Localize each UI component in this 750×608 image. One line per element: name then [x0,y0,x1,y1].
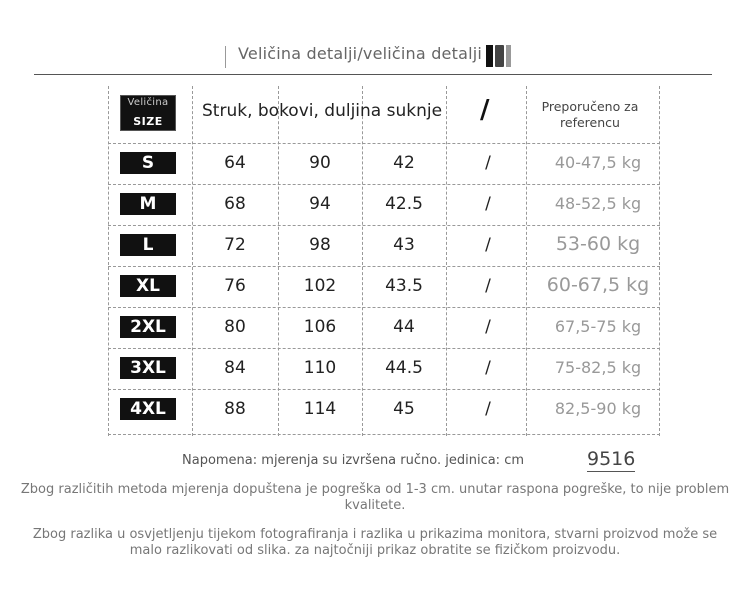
measure-header: Struk, bokovi, duljina suknje [202,101,443,121]
hip-cell: 98 [309,235,331,255]
slash-cell: / [485,358,491,378]
length-cell: 43 [393,235,415,255]
table-row [108,225,660,266]
length-cell: 42.5 [385,194,423,214]
table-row [108,266,660,307]
length-cell: 43.5 [385,276,423,296]
waist-cell: 84 [224,358,246,378]
size-label: XL [120,275,176,297]
error-disclaimer: Zbog različitih metoda mjerenja dopuštena je pogreška od 1-3 cm. unutar raspona pogreške, to nije problem kvalitete. [20,482,730,513]
slash-cell: / [485,153,491,173]
hip-cell: 94 [309,194,331,214]
product-code: 9516 [587,448,636,470]
size-label: M [120,193,176,215]
waist-cell: 76 [224,276,246,296]
waist-cell: 80 [224,317,246,337]
hip-cell: 102 [303,276,337,296]
header-divider [225,46,226,68]
page-title: Veličina detalji/veličina detalji [238,44,483,63]
slash-cell: / [485,317,491,337]
length-cell: 44.5 [385,358,423,378]
header [0,38,750,74]
recommend-header: Preporučeno za referencu [541,99,639,130]
slash-cell: / [485,235,491,255]
table-row [108,348,660,389]
table-gridline [108,434,660,435]
size-logo [120,95,176,131]
waist-cell: 64 [224,153,246,173]
hip-cell: 106 [303,317,337,337]
length-cell: 44 [393,317,415,337]
length-cell: 42 [393,153,415,173]
recommend-cell: 82,5-90 kg [554,399,642,418]
table-row [108,184,660,225]
hip-cell: 114 [303,399,337,419]
size-label: S [120,152,176,174]
size-table [108,86,660,438]
waist-cell: 68 [224,194,246,214]
size-label: 2XL [120,316,176,338]
recommend-cell: 40-47,5 kg [554,153,642,172]
measurement-note: Napomena: mjerenja su izvršena ručno. jedinica: cm [182,453,525,468]
slash-cell: / [485,399,491,419]
table-row [108,143,660,184]
size-logo-line2: SIZE [133,115,163,128]
size-label: 3XL [120,357,176,379]
recommend-cell: 60-67,5 kg [546,274,650,296]
size-logo-line1: Veličina [127,97,169,108]
color-disclaimer: Zbog razlika u osvjetljenju tijekom fotografiranja i razlika u prikazima monitora, stvarni proizvod može se malo razlikovati od slika. za najtočniji prikaz obratite se fizičkom proizvodu. [32,527,718,558]
hip-cell: 90 [309,153,331,173]
waist-cell: 72 [224,235,246,255]
table-row [108,389,660,430]
slash-cell: / [485,194,491,214]
recommend-cell: 75-82,5 kg [554,358,642,377]
bars-icon [486,45,516,67]
hip-cell: 110 [303,358,337,378]
slash-header: / [480,95,490,125]
recommend-cell: 48-52,5 kg [554,194,642,213]
size-label: L [120,234,176,256]
recommend-cell: 67,5-75 kg [554,317,642,336]
waist-cell: 88 [224,399,246,419]
header-rule [34,74,712,75]
slash-cell: / [485,276,491,296]
size-label: 4XL [120,398,176,420]
recommend-cell: 53-60 kg [555,233,641,255]
length-cell: 45 [393,399,415,419]
table-row [108,307,660,348]
